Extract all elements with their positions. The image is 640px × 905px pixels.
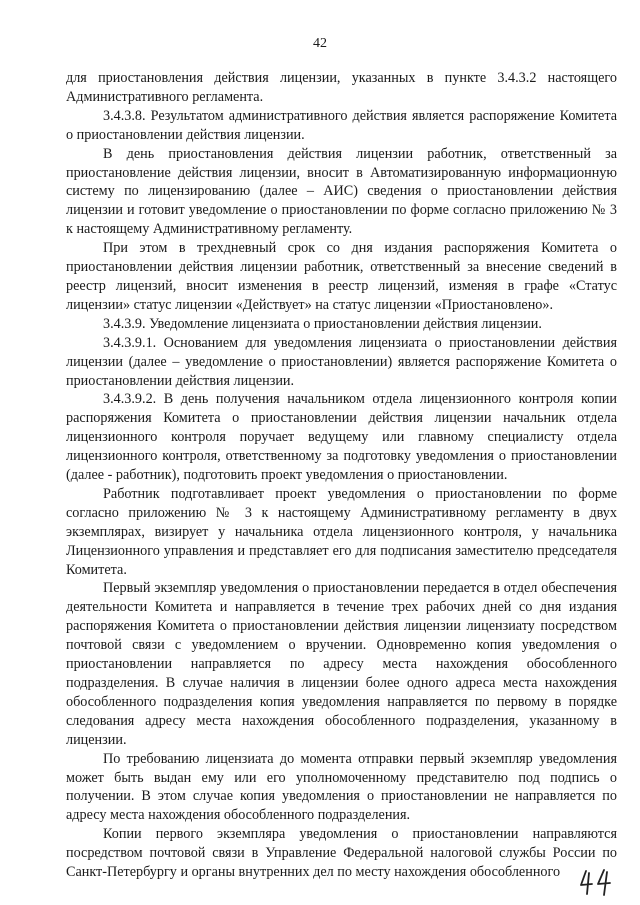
paragraph-registry-update: При этом в трехдневный срок со дня издания распоряжения Комитета о приостановлении действия лицензии работник, ответственный за внесение сведений в реестр лицензий, вносит изменения в реестр лицензий, изменяя в графе «Статус лицензии» статус лицензии «Действует» на статус лицензии «Приостановлено». <box>66 240 617 313</box>
paragraph-ais-entry: В день приостановления действия лицензии работник, ответственный за приостановление действия лицензии, вносит в Автоматизированную информационную систему по лицензированию (далее – АИС) сведения о приостановлении действия лицензии и готовит уведомление о приостановлении по форме согласно приложению № 3 к настоящему Административному регламенту. <box>66 145 617 238</box>
paragraph-draft-notice: Работник подготавливает проект уведомления о приостановлении по форме согласно приложению № 3 к настоящему Административному регламенту в двух экземплярах, визирует у начальника отдела лицензионного контроля, у начальника Лицензионного управления и представляет его для подписания заместителю председателя Комитета. <box>66 485 617 578</box>
paragraph-copies-sent: Копии первого экземпляра уведомления о приостановлении направляются посредством почтовой связи в Управление Федеральной налоговой службы России по Санкт-Петербургу и органы внутренних дел по месту нахождения обособленного <box>66 826 617 881</box>
paragraph-on-request: По требованию лицензиата до момента отправки первый экземпляр уведомления может быть выдан ему или его уполномоченному представителю под подпись о получении. В этом случае копия уведомления о приостановлении не направляется по адресу места нахождения обособленного подразделения. <box>66 750 617 824</box>
paragraph-3-4-3-9-2: 3.4.3.9.2. В день получения начальником отдела лицензионного контроля копии распоряжения Комитета о приостановлении действия лицензии начальник отдела лицензионного контроля поручает ведущему или главному специалисту отдела лицензионного контроля, ответственному за подготовку уведомления о приостановлении (далее - работник), подготовить проект уведомления о приостановлении. <box>66 391 617 484</box>
paragraph-3-4-3-8: 3.4.3.8. Результатом административного действия является распоряжение Комитета о приостановлении действия лицензии. <box>66 107 617 143</box>
paragraph-continuation: для приостановления действия лицензии, указанных в пункте 3.4.3.2 настоящего Административного регламента. <box>66 70 617 105</box>
paragraph-first-copy: Первый экземпляр уведомления о приостановлении передается в отдел обеспечения деятельности Комитета и направляется в течение трех рабочих дней со дня издания распоряжения Комитета о приостановлении действия лицензии лицензиату посредством почтовой связи с уведомлением о вручении. Одновременно копия уведомления о приостановлении направляется по адресу места нахождения обособленного подразделения. В случае наличия в лицензии более одного адреса места нахождения обособленного подразделения копия уведомления направляется по первому в порядке следования адресу места нахождения обособленного подразделения, указанному в лицензии. <box>66 580 617 748</box>
paragraph-3-4-3-9-1: 3.4.3.9.1. Основанием для уведомления лицензиата о приостановлении действия лицензии (далее – уведомление о приостановлении) является распоряжение Комитета о приостановлении действия лицензии. <box>66 334 617 389</box>
document-body <box>66 69 617 882</box>
paragraph-3-4-3-9: 3.4.3.9. Уведомление лицензиата о приостановлении действия лицензии. <box>103 315 542 332</box>
handwritten-page-mark <box>578 867 616 897</box>
page-number: 42 <box>313 36 327 51</box>
